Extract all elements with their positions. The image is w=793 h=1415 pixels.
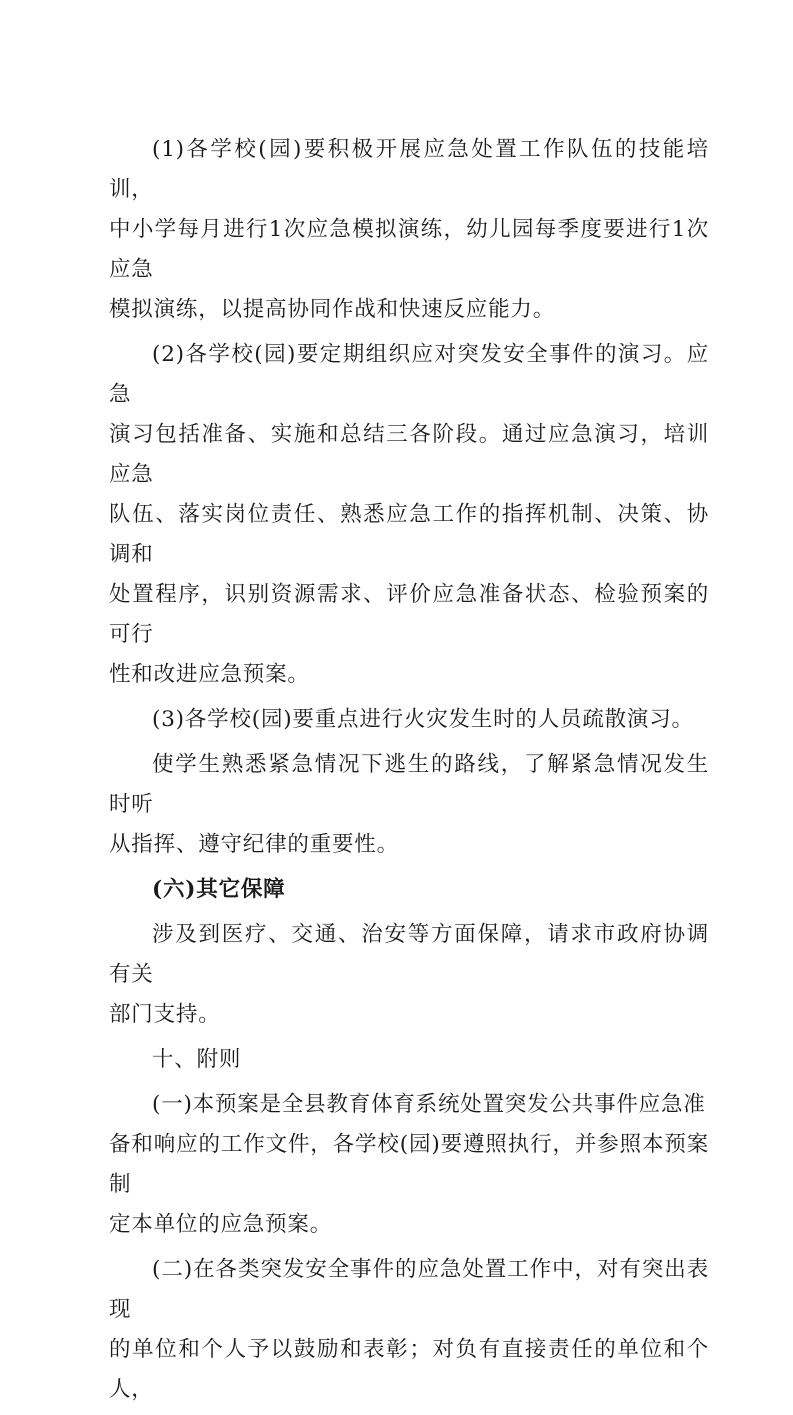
paragraph-rewards: [109, 1250, 709, 1410]
section-heading-other-guarantees: [109, 870, 709, 910]
paragraph-line: (3)各学校(园)要重点进行火灾发生时的人员疏散演习。: [152, 707, 694, 732]
section-heading-supplementary: [109, 1040, 709, 1080]
paragraph-fire-drill: [109, 700, 709, 740]
paragraph-support: [109, 915, 709, 1035]
paragraph-line: 使学生熟悉紧急情况下逃生的路线，了解紧急情况发生时听: [109, 752, 709, 817]
paragraph-line: (2)各学校(园)要定期组织应对突发安全事件的演习。应急: [109, 342, 709, 407]
paragraph-line: 定本单位的应急预案。: [109, 1212, 333, 1237]
paragraph-line: 备和响应的工作文件，各学校(园)要遵照执行，并参照本预案制: [109, 1132, 709, 1197]
paragraph-line: (二)在各类突发安全事件的应急处置工作中，对有突出表现: [109, 1257, 709, 1322]
paragraph-line: 演习包括准备、实施和总结三各阶段。通过应急演习，培训应急: [109, 422, 709, 487]
paragraph-line: 中小学每月进行1次应急模拟演练，幼儿园每季度要进行1次应急: [109, 217, 709, 282]
paragraph-line: 部门支持。: [109, 1002, 221, 1027]
paragraph-line: 性和改进应急预案。: [109, 662, 310, 687]
paragraph-line: 的单位和个人予以鼓励和表彰；对负有直接责任的单位和个人，: [109, 1337, 709, 1402]
paragraph-escape-routes: [109, 745, 709, 865]
paragraph-line: 从指挥、遵守纪律的重要性。: [109, 832, 399, 857]
paragraph-line: (1)各学校(园)要积极开展应急处置工作队伍的技能培训，: [109, 137, 709, 202]
paragraph-line: 处置程序，识别资源需求、评价应急准备状态、检验预案的可行: [109, 582, 709, 647]
heading-line: 十、附则: [152, 1047, 242, 1072]
document-body: [109, 130, 709, 1415]
paragraph-line: 模拟演练，以提高协同作战和快速反应能力。: [109, 297, 556, 322]
paragraph-line: 队伍、落实岗位责任、熟悉应急工作的指挥机制、决策、协调和: [109, 502, 709, 567]
paragraph-plan-scope: [109, 1085, 709, 1245]
heading-line: (六)其它保障: [152, 877, 286, 902]
paragraph-line: 涉及到医疗、交通、治安等方面保障，请求市政府协调有关: [109, 922, 709, 987]
paragraph-line: (一)本预案是全县教育体育系统处置突发公共事件应急准: [152, 1092, 706, 1117]
paragraph-training: [109, 130, 709, 330]
paragraph-drills: [109, 335, 709, 695]
